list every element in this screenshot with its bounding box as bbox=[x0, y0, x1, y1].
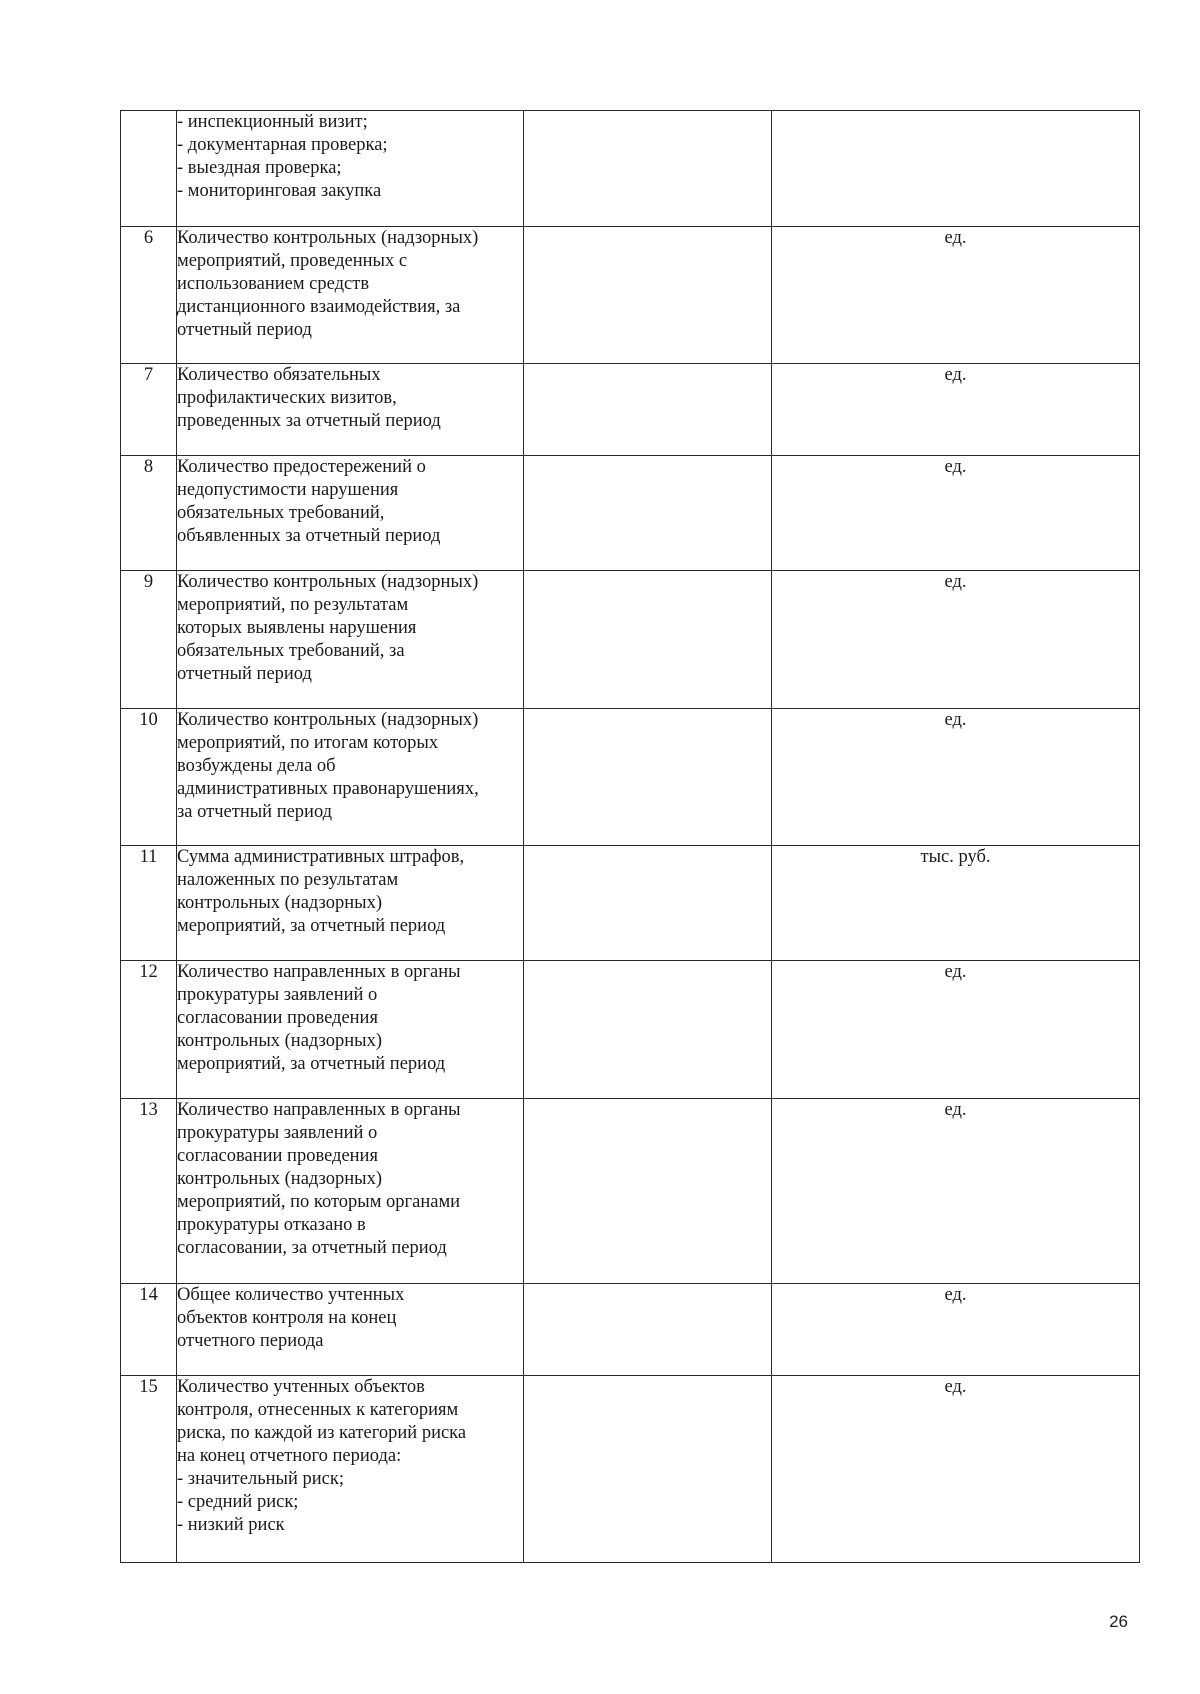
page-number: 26 bbox=[1109, 1612, 1128, 1631]
indicator-description bbox=[177, 1376, 524, 1563]
description-line: Количество учтенных объектов bbox=[177, 1377, 425, 1397]
table-row bbox=[121, 456, 1140, 571]
description-line: Сумма административных штрафов, bbox=[177, 847, 465, 867]
unit-of-measure: ед. bbox=[772, 571, 1140, 709]
row-number: 14 bbox=[121, 1284, 177, 1376]
row-number: 12 bbox=[121, 961, 177, 1099]
row-number: 8 bbox=[121, 456, 177, 571]
unit-of-measure: ед. bbox=[772, 1376, 1140, 1563]
empty-cell bbox=[524, 571, 772, 709]
description-line: профилактических визитов, bbox=[177, 388, 397, 408]
description-line: согласовании, за отчетный период bbox=[177, 1238, 447, 1258]
empty-cell bbox=[524, 846, 772, 961]
table-row bbox=[121, 1099, 1140, 1284]
empty-cell bbox=[524, 227, 772, 364]
indicator-description bbox=[177, 709, 524, 846]
unit-of-measure: ед. bbox=[772, 961, 1140, 1099]
description-line: объявленных за отчетный период bbox=[177, 526, 441, 546]
description-line: - низкий риск bbox=[177, 1515, 285, 1535]
description-line: - документарная проверка; bbox=[177, 135, 388, 155]
empty-cell bbox=[524, 961, 772, 1099]
empty-cell bbox=[524, 456, 772, 571]
table-row bbox=[121, 846, 1140, 961]
unit-of-measure bbox=[772, 111, 1140, 227]
indicator-description bbox=[177, 456, 524, 571]
description-line: обязательных требований, bbox=[177, 503, 385, 523]
empty-cell bbox=[524, 111, 772, 227]
description-line: прокуратуры заявлений о bbox=[177, 1123, 378, 1143]
empty-cell bbox=[524, 1099, 772, 1284]
unit-of-measure: тыс. руб. bbox=[772, 846, 1140, 961]
description-line: обязательных требований, за bbox=[177, 641, 405, 661]
description-line: - значительный риск; bbox=[177, 1469, 344, 1489]
description-line: на конец отчетного периода: bbox=[177, 1446, 402, 1466]
table-row bbox=[121, 709, 1140, 846]
description-line: мероприятий, за отчетный период bbox=[177, 1054, 446, 1074]
description-line: - выездная проверка; bbox=[177, 158, 342, 178]
empty-cell bbox=[524, 1376, 772, 1563]
row-number: 7 bbox=[121, 364, 177, 456]
description-line: контрольных (надзорных) bbox=[177, 893, 382, 913]
description-line: мероприятий, по которым органами bbox=[177, 1192, 461, 1212]
indicator-description bbox=[177, 846, 524, 961]
table-row bbox=[121, 111, 1140, 227]
description-line: административных правонарушениях, bbox=[177, 779, 479, 799]
description-line: отчетного периода bbox=[177, 1331, 324, 1351]
unit-of-measure: ед. bbox=[772, 1099, 1140, 1284]
unit-of-measure: ед. bbox=[772, 364, 1140, 456]
description-line: Количество предостережений о bbox=[177, 457, 426, 477]
description-line: контрольных (надзорных) bbox=[177, 1031, 382, 1051]
description-line: Количество контрольных (надзорных) bbox=[177, 228, 479, 248]
unit-of-measure: ед. bbox=[772, 1284, 1140, 1376]
description-line: дистанционного взаимодействия, за bbox=[177, 297, 461, 317]
description-line: - мониторинговая закупка bbox=[177, 181, 382, 201]
description-line: прокуратуры заявлений о bbox=[177, 985, 378, 1005]
description-line: прокуратуры отказано в bbox=[177, 1215, 366, 1235]
table-row bbox=[121, 571, 1140, 709]
table-row bbox=[121, 961, 1140, 1099]
indicators-table bbox=[120, 110, 1140, 1563]
row-number: 9 bbox=[121, 571, 177, 709]
empty-cell bbox=[524, 709, 772, 846]
description-line: использованием средств bbox=[177, 274, 370, 294]
indicator-description bbox=[177, 227, 524, 364]
table-row bbox=[121, 364, 1140, 456]
row-number: 6 bbox=[121, 227, 177, 364]
table-row bbox=[121, 227, 1140, 364]
row-number: 10 bbox=[121, 709, 177, 846]
unit-of-measure: ед. bbox=[772, 709, 1140, 846]
empty-cell bbox=[524, 364, 772, 456]
unit-of-measure: ед. bbox=[772, 456, 1140, 571]
description-line: Количество контрольных (надзорных) bbox=[177, 572, 479, 592]
description-line: контрольных (надзорных) bbox=[177, 1169, 382, 1189]
indicator-description bbox=[177, 1099, 524, 1284]
description-line: объектов контроля на конец bbox=[177, 1308, 397, 1328]
description-line: Количество обязательных bbox=[177, 365, 381, 385]
table-row bbox=[121, 1284, 1140, 1376]
indicator-description bbox=[177, 961, 524, 1099]
unit-of-measure: ед. bbox=[772, 227, 1140, 364]
table-row bbox=[121, 1376, 1140, 1563]
row-number: 15 bbox=[121, 1376, 177, 1563]
description-line: отчетный период bbox=[177, 320, 312, 340]
description-line: Количество направленных в органы bbox=[177, 962, 461, 982]
description-line: - инспекционный визит; bbox=[177, 112, 368, 132]
description-line: наложенных по результатам bbox=[177, 870, 399, 890]
description-line: проведенных за отчетный период bbox=[177, 411, 441, 431]
description-line: - средний риск; bbox=[177, 1492, 299, 1512]
description-line: согласовании проведения bbox=[177, 1008, 378, 1028]
description-line: риска, по каждой из категорий риска bbox=[177, 1423, 467, 1443]
indicator-description bbox=[177, 111, 524, 227]
description-line: Общее количество учтенных bbox=[177, 1285, 405, 1305]
indicator-description bbox=[177, 1284, 524, 1376]
row-number: 11 bbox=[121, 846, 177, 961]
description-line: которых выявлены нарушения bbox=[177, 618, 417, 638]
description-line: согласовании проведения bbox=[177, 1146, 378, 1166]
empty-cell bbox=[524, 1284, 772, 1376]
description-line: мероприятий, по итогам которых bbox=[177, 733, 439, 753]
row-number bbox=[121, 111, 177, 227]
indicator-description bbox=[177, 571, 524, 709]
description-line: возбуждены дела об bbox=[177, 756, 336, 776]
description-line: Количество контрольных (надзорных) bbox=[177, 710, 479, 730]
description-line: мероприятий, за отчетный период bbox=[177, 916, 446, 936]
description-line: контроля, отнесенных к категориям bbox=[177, 1400, 459, 1420]
description-line: мероприятий, проведенных с bbox=[177, 251, 408, 271]
description-line: недопустимости нарушения bbox=[177, 480, 399, 500]
description-line: мероприятий, по результатам bbox=[177, 595, 409, 615]
row-number: 13 bbox=[121, 1099, 177, 1284]
description-line: Количество направленных в органы bbox=[177, 1100, 461, 1120]
description-line: за отчетный период bbox=[177, 802, 333, 822]
description-line: отчетный период bbox=[177, 664, 312, 684]
table-body bbox=[121, 111, 1140, 1563]
indicator-description bbox=[177, 364, 524, 456]
